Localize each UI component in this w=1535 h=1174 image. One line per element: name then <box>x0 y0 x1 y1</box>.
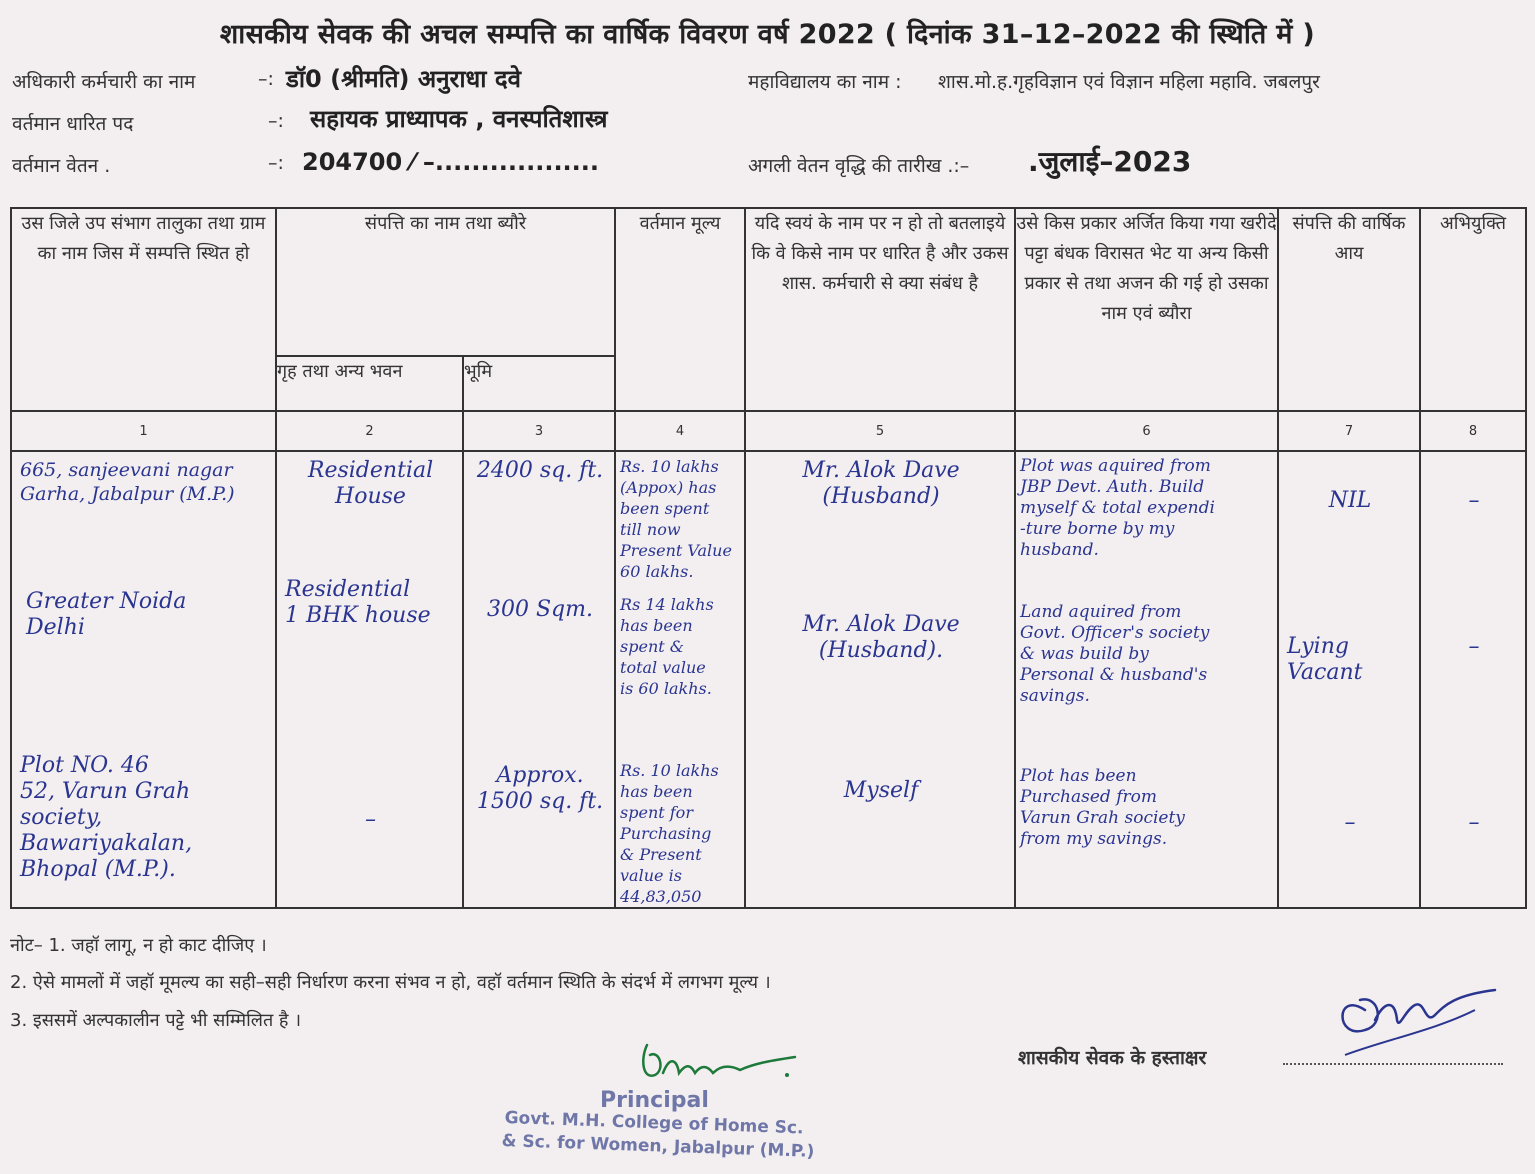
employee-signature <box>1325 970 1505 1060</box>
land-cell <box>463 451 615 908</box>
entry-location: Greater Noida Delhi <box>26 589 187 640</box>
header-remarks: अभियुक्ति <box>1420 208 1526 411</box>
value-cell <box>615 451 745 908</box>
entry-holder: Mr. Alok Dave (Husband). <box>802 612 960 663</box>
property-table <box>10 207 1527 909</box>
column-number: 7 <box>1278 411 1420 451</box>
entry-income: Lying Vacant <box>1287 634 1363 685</box>
entry-value: Rs. 10 lakhs has been spent for Purchasing & Present value is 44,83,050 <box>620 761 719 906</box>
entry-land: 300 Sqm. <box>487 597 593 622</box>
entry-holder: Mr. Alok Dave (Husband) <box>802 458 960 509</box>
acquisition-cell <box>1015 451 1278 908</box>
principal-signature <box>635 1035 805 1090</box>
note-2: 2. ऐसे मामलों में जहॉ मूमल्य का सही–सही निर्धारण करना संभव न हो, वहॉ वर्तमान स्थिति के संदर्भ में लगभग मूल्य । <box>10 972 771 993</box>
header-holder: यदि स्वयं के नाम पर न हो तो बतलाइये कि वे किसे नाम पर धारित है और उकस शास. कर्मचारी से क्या संबंध है <box>745 208 1015 411</box>
column-number: 3 <box>463 411 615 451</box>
column-number: 8 <box>1420 411 1526 451</box>
income-cell <box>1278 451 1420 908</box>
note-1: नोट– 1. जहॉ लागू, न हो काट दीजिए । <box>10 935 267 956</box>
stamp-line-2: & Sc. for Women, Jabalpur (M.P.) <box>501 1131 815 1162</box>
name-separator: –: <box>258 68 274 90</box>
building-cell <box>276 451 463 908</box>
stamp-title: Principal <box>600 1088 709 1113</box>
signature-line <box>1283 1063 1503 1065</box>
salary-separator: –: <box>268 152 284 174</box>
entry-income: NIL <box>1328 488 1372 513</box>
entry-acquisition: Plot was aquired from JBP Devt. Auth. Build myself & total expendi -ture borne by my husband. <box>1020 456 1215 560</box>
entry-location: 665, sanjeevani nagar Garha, Jabalpur (M.P.) <box>20 459 235 505</box>
signature-label: शासकीय सेवक के हस्ताक्षर <box>1018 1047 1207 1069</box>
post-separator: –: <box>268 110 284 132</box>
column-number: 2 <box>276 411 463 451</box>
entry-land: Approx. 1500 sq. ft. <box>476 763 604 814</box>
holder-cell <box>745 451 1015 908</box>
college-label: महाविद्यालय का नाम : <box>748 71 902 93</box>
entry-acquisition: Land aquired from Govt. Officer's society & was build by Personal & husband's savings. <box>1020 602 1210 706</box>
header-land: भूमि <box>463 356 615 411</box>
entry-value: Rs 14 lakhs has been spent & total value is 60 lakhs. <box>620 595 714 698</box>
entry-building: Residential 1 BHK house <box>285 577 431 628</box>
salary-label: वर्तमान वेतन . <box>12 155 111 177</box>
header-location: उस जिले उप संभाग तालुका तथा ग्राम का नाम जिस में सम्पत्ति स्थित हो <box>11 208 276 411</box>
entry-remark: – <box>1468 634 1480 659</box>
entry-remark: – <box>1468 488 1480 513</box>
document-title: शासकीय सेवक की अचल सम्पत्ति का वार्षिक विवरण वर्ष 2022 ( दिनांक 31–12–2022 की स्थिति में ) <box>219 19 1316 50</box>
increment-value: .जुलाई–2023 <box>1028 145 1192 178</box>
header-annual-income: संपत्ति की वार्षिक आय <box>1278 208 1420 411</box>
entry-land: 2400 sq. ft. <box>476 458 604 483</box>
name-value: डॉ0 (श्रीमति) अनुराधा दवे <box>286 65 521 93</box>
entry-remark: – <box>1468 810 1480 835</box>
name-label: अधिकारी कर्मचारी का नाम <box>12 71 196 93</box>
column-number: 6 <box>1015 411 1278 451</box>
entry-location: Plot NO. 46 52, Varun Grah society, Bawariyakalan, Bhopal (M.P.). <box>20 753 193 882</box>
entry-income: – <box>1344 810 1356 835</box>
entry-building: Residential House <box>307 458 434 509</box>
salary-value: 204700 ⁄ –.................. <box>302 148 600 176</box>
remarks-cell <box>1420 451 1526 908</box>
note-3: 3. इससमें अल्पकालीन पट्टे भी सम्मिलित है । <box>10 1010 302 1031</box>
post-label: वर्तमान धारित पद <box>12 113 134 135</box>
entry-building: – <box>365 807 376 832</box>
entry-acquisition: Plot has been Purchased from Varun Grah society from my savings. <box>1020 766 1185 849</box>
stamp-line-1: Govt. M.H. College of Home Sc. <box>504 1108 804 1139</box>
column-number: 1 <box>11 411 276 451</box>
header-property-name: संपत्ति का नाम तथा ब्यौरे <box>276 208 615 356</box>
entry-holder: Myself <box>843 778 919 803</box>
increment-label: अगली वेतन वृद्धि की तारीख .:– <box>748 155 970 177</box>
college-value: शास.मो.ह.गृहविज्ञान एवं विज्ञान महिला महावि. जबलपुर <box>938 71 1320 93</box>
header-building: गृह तथा अन्य भवन <box>276 356 463 411</box>
header-current-value: वर्तमान मूल्य <box>615 208 745 411</box>
location-cell <box>11 451 276 908</box>
post-value: सहायक प्राध्यापक , वनस्पतिशास्त्र <box>310 105 608 133</box>
column-number: 5 <box>745 411 1015 451</box>
column-number: 4 <box>615 411 745 451</box>
header-acquisition: उसे किस प्रकार अर्जित किया गया खरीदे पट्टा बंधक विरासत भेट या अन्य किसी प्रकार से तथा अजन की गई हो उसका नाम एवं ब्यौरा <box>1015 208 1278 411</box>
entry-value: Rs. 10 lakhs (Appox) has been spent till now Present Value 60 lakhs. <box>620 457 732 581</box>
